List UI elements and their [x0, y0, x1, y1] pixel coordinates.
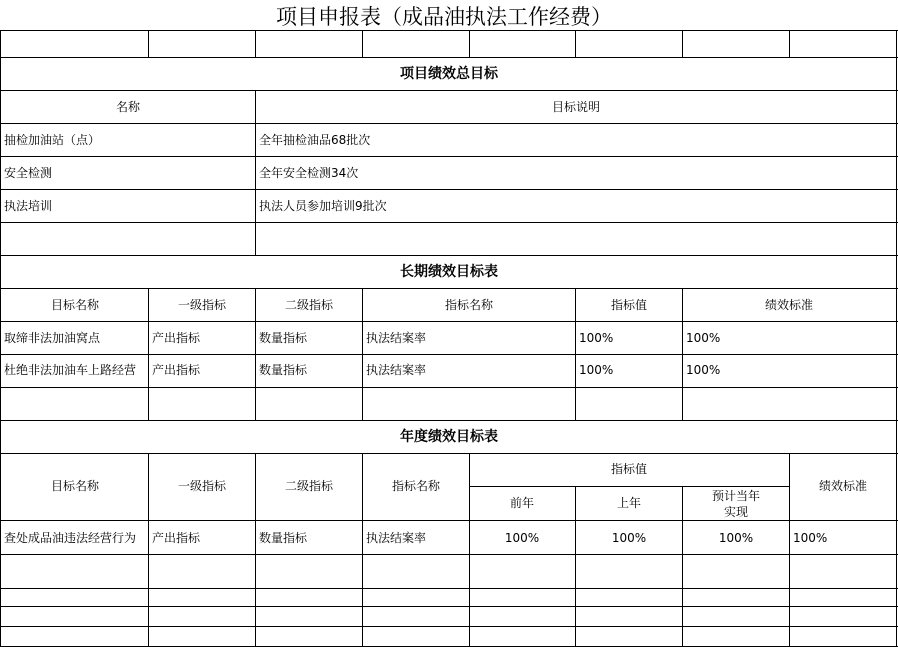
long-term-cell-standard: 100%: [686, 331, 721, 345]
grid-line: [682, 486, 683, 647]
overall-row-desc: 全年安全检测34次: [259, 166, 359, 180]
grid-line: [362, 288, 363, 420]
grid-line: [148, 288, 149, 420]
annual-header-goal: 目标名称: [50, 479, 100, 493]
grid-line: [0, 222, 898, 223]
annual-cell-indicator: 执法结案率: [366, 531, 427, 545]
annual-cell-level1: 产出指标: [152, 531, 201, 545]
grid-line: [575, 30, 576, 57]
grid-line: [0, 156, 898, 157]
grid-line: [255, 30, 256, 57]
annual-cell-goal: 查处成品油违法经营行为: [4, 531, 137, 545]
annual-header-standard: 绩效标准: [818, 479, 868, 493]
grid-line: [255, 453, 256, 647]
grid-line: [148, 453, 149, 647]
annual-cell-last-year: 100%: [611, 531, 647, 545]
long-term-cell-indicator: 执法结案率: [366, 363, 427, 377]
grid-line: [0, 90, 898, 91]
grid-line: [469, 486, 789, 487]
grid-line: [255, 90, 256, 255]
grid-line: [0, 354, 898, 355]
overall-name-header: 名称: [115, 100, 141, 114]
overall-row-desc: 执法人员参加培训9批次: [259, 199, 387, 213]
long-term-header-level2: 二级指标: [284, 298, 334, 312]
grid-line: [0, 588, 898, 589]
long-term-header-value: 指标值: [610, 298, 648, 312]
overall-row-name: 执法培训: [4, 199, 53, 213]
grid-line: [575, 288, 576, 420]
grid-line: [0, 387, 898, 388]
grid-line: [0, 255, 898, 256]
overall-desc-header: 目标说明: [551, 100, 601, 114]
grid-line: [0, 606, 898, 607]
grid-line: [0, 554, 898, 555]
annual-cell-prev-year: 100%: [504, 531, 540, 545]
long-term-cell-level1: 产出指标: [152, 331, 201, 345]
grid-line: [0, 626, 898, 627]
annual-heading: 年度绩效目标表: [400, 429, 498, 445]
grid-line: [0, 321, 898, 322]
grid-line: [789, 453, 790, 647]
overall-row-desc: 全年抽检油品68批次: [259, 133, 371, 147]
annual-cell-standard: 100%: [793, 531, 828, 545]
long-term-cell-goal: 杜绝非法加油车上路经营: [4, 363, 137, 377]
long-term-header-indicator: 指标名称: [444, 298, 494, 312]
grid-line: [0, 30, 1, 647]
grid-line: [0, 453, 898, 454]
grid-line: [469, 30, 470, 57]
grid-line: [362, 453, 363, 647]
grid-line: [682, 288, 683, 420]
long-term-header-standard: 绩效标准: [764, 298, 814, 312]
grid-line: [575, 486, 576, 647]
grid-line: [0, 123, 898, 124]
annual-header-last-year: 上年: [616, 496, 642, 510]
long-term-header-level1: 一级指标: [177, 298, 227, 312]
sheet-title: 项目申报表（成品油执法工作经费）: [276, 5, 612, 29]
annual-header-expected-line1: 预计当年: [711, 489, 761, 503]
grid-line: [0, 288, 898, 289]
grid-line: [0, 420, 898, 421]
grid-line: [255, 288, 256, 420]
grid-line: [789, 30, 790, 57]
long-term-cell-level2: 数量指标: [259, 363, 308, 377]
annual-cell-level2: 数量指标: [259, 531, 308, 545]
overall-row-name: 安全检测: [4, 166, 53, 180]
long-term-cell-value: 100%: [579, 331, 614, 345]
long-term-cell-standard: 100%: [686, 363, 721, 377]
long-term-cell-indicator: 执法结案率: [366, 331, 427, 345]
long-term-header-goal: 目标名称: [50, 298, 100, 312]
annual-header-indicator: 指标名称: [391, 479, 441, 493]
grid-line: [0, 57, 898, 58]
annual-cell-expected: 100%: [718, 531, 754, 545]
grid-line: [682, 30, 683, 57]
annual-header-level1: 一级指标: [177, 479, 227, 493]
grid-line: [362, 30, 363, 57]
long-term-cell-level2: 数量指标: [259, 331, 308, 345]
long-term-cell-level1: 产出指标: [152, 363, 201, 377]
overall-row-name: 抽检加油站（点）: [4, 133, 101, 147]
annual-header-level2: 二级指标: [284, 479, 334, 493]
grid-line: [0, 189, 898, 190]
grid-line: [0, 30, 898, 31]
long-term-cell-value: 100%: [579, 363, 614, 377]
overall-goal-heading: 项目绩效总目标: [400, 66, 498, 82]
annual-header-value: 指标值: [610, 462, 648, 476]
annual-header-prev-year: 前年: [509, 496, 535, 510]
grid-line: [469, 453, 470, 647]
grid-line: [0, 520, 898, 521]
long-term-cell-goal: 取缔非法加油窝点: [4, 331, 101, 345]
long-term-heading: 长期绩效目标表: [400, 264, 498, 280]
grid-line: [148, 30, 149, 57]
grid-line: [896, 30, 897, 647]
annual-header-expected-line2: 实现: [723, 505, 749, 519]
